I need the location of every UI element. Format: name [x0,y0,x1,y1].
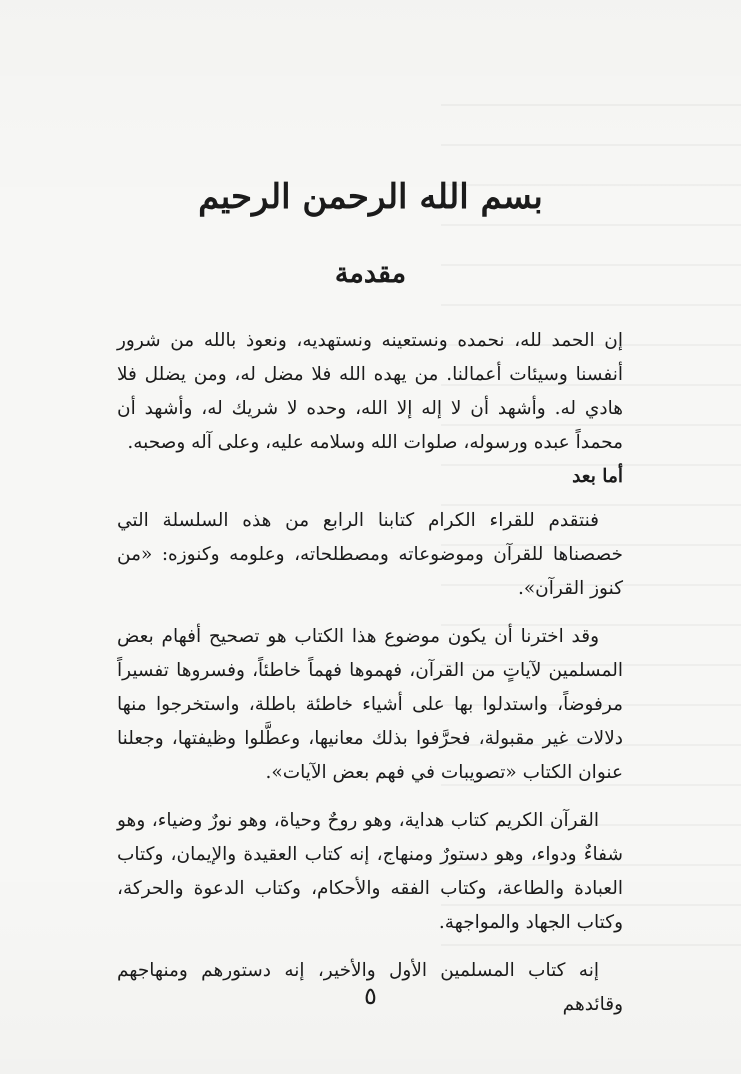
paragraph-amma-bad: أما بعد [572,466,623,487]
paragraph-book-introduction: فنتقدم للقراء الكرام كتابنا الرابع من هذه السلسلة التي خصصناها للقرآن وموضوعاته ومصطلحاته، وعلومه وكنوزه: «من كنوز القرآن». [117,510,623,599]
paragraph-quran-description: القرآن الكريم كتاب هداية، وهو روحٌ وحياة، وهو نورٌ وضياء، وهو شفاءٌ ودواء، وهو دستورٌ ومنهاج، إنه كتاب العقيدة والإيمان، وكتاب العبادة والطاعة، وكتاب الفقه والأحكام، وكتاب الدعوة والحركة، وكتاب الجهاد والمواجهة. [117,810,623,933]
basmala-calligraphy: بسم الله الرحمن الرحيم [198,177,543,217]
paragraph-opening: إن الحمد لله، نحمده ونستعينه ونستهديه، ونعوذ بالله من شرور أنفسنا وسيئات أعمالنا. من يهده الله فلا مضل له، ومن يضلل فلا هادي له. وأشهد أن لا إله إلا الله، وحده لا شريك له، وأشهد أن محمداً عبده ورسوله، صلوات الله وسلامه عليه، وعلى آله وصحبه. [117,330,623,453]
page-number: ٥ [364,982,377,1010]
page-heading: مقدمة [334,258,407,289]
main-text-block [117,324,623,1022]
paragraph-quran-for-muslims: إنه كتاب المسلمين الأول والأخير، إنه دستورهم ومنهاجهم وقائدهم [117,960,623,1015]
paragraph-book-topic: وقد اخترنا أن يكون موضوع هذا الكتاب هو تصحيح أفهام بعض المسلمين لآياتٍ من القرآن، فهموها فهماً خاطئاً، وفسروها تفسيراً مرفوضاً، واستدلوا بها على أشياء خاطئة باطلة، واستخرجوا منها دلالات غير مقبولة، فحرَّفوا بذلك معانيها، وعطَّلوا وظيفتها، وجعلنا عنوان الكتاب «تصويبات في فهم بعض الآيات». [117,626,623,783]
